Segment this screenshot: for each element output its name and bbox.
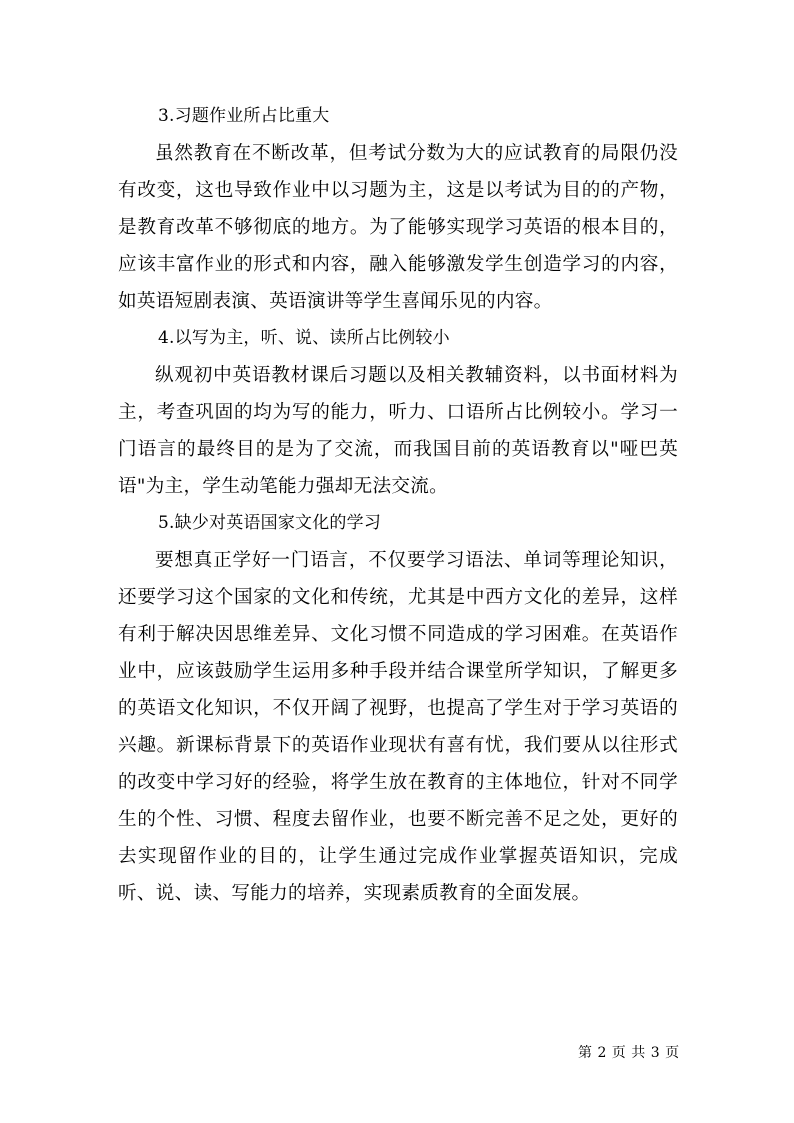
section-heading-4: 4.以写为主，听、说、读所占比例较小: [158, 328, 450, 348]
section-heading-5: 5.缺少对英语国家文化的学习: [158, 513, 382, 533]
page-number-footer: 第 2 页 共 3 页: [578, 1045, 680, 1061]
section-paragraph-5: 要想真正学好一门语言，不仅要学习语法、单词等理论知识，还要学习这个国家的文化和传统，尤其是中西方文化的差异，这样有利于解决因思维差异、文化习惯不同造成的学习困难。在英语作业中，应该鼓励学生运用多种手段并结合课堂所学知识，了解更多的英语文化知识，不仅开阔了视野，也提高了学生对于学习英语的兴趣。新课标背景下的英语作业现状有喜有忧，我们要从以往形式的改变中学习好的经验，将学生放在教育的主体地位，针对不同学生的个性、习惯、程度去留作业，也要不断完善不足之处，更好的去实现留作业的目的，让学生通过完成作业掌握英语知识，完成听、说、读、写能力的培养，实现素质教育的全面发展。: [118, 550, 678, 904]
document-body: [118, 98, 678, 912]
section-paragraph-3: 虽然教育在不断改革，但考试分数为大的应试教育的局限仍没有改变，这也导致作业中以习题为主，这是以考试为目的的产物，是教育改革不够彻底的地方。为了能够实现学习英语的根本目的，应该丰富作业的形式和内容，融入能够激发学生创造学习的内容，如英语短剧表演、英语演讲等学生喜闻乐见的内容。: [118, 143, 678, 312]
section-paragraph-4: 纵观初中英语教材课后习题以及相关教辅资料，以书面材料为主，考查巩固的均为写的能力，听力、口语所占比例较小。学习一门语言的最终目的是为了交流，而我国目前的英语教育以"哑巴英语"为主，学生动笔能力强却无法交流。: [118, 365, 678, 497]
section-heading-3: 3.习题作业所占比重大: [158, 106, 330, 126]
